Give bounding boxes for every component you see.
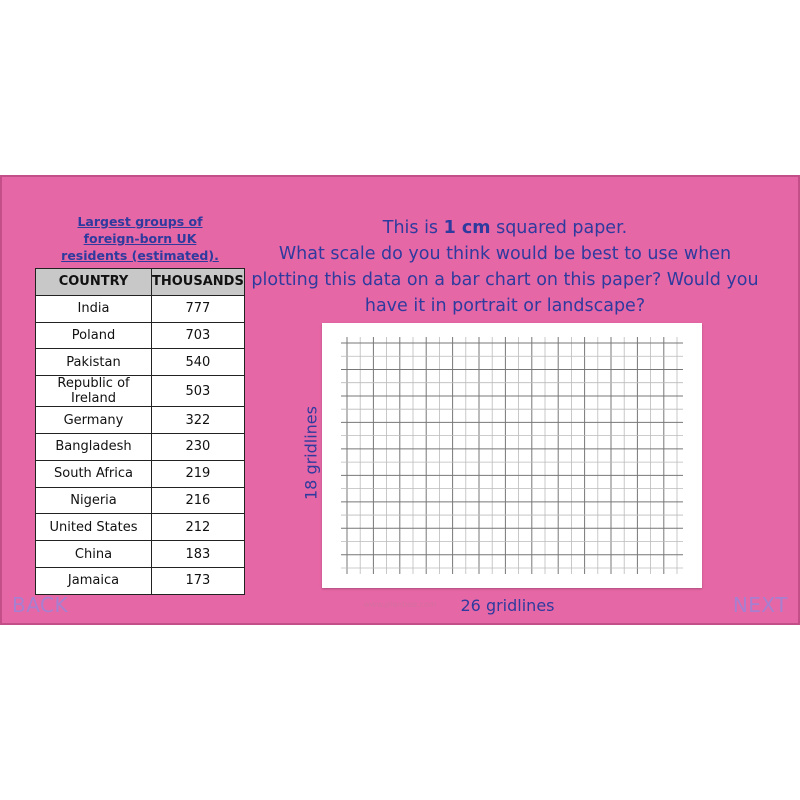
data-table	[35, 268, 245, 595]
thousands-cell: 230	[152, 433, 245, 460]
back-button[interactable]: BACK	[12, 593, 69, 617]
table-row	[36, 349, 245, 376]
table-row	[36, 460, 245, 487]
country-cell: India	[36, 295, 152, 322]
grid	[322, 323, 702, 588]
table-row	[36, 295, 245, 322]
vertical-gridlines-text: 18 gridlines	[301, 406, 321, 500]
thousands-cell: 219	[152, 460, 245, 487]
thousands-cell: 212	[152, 514, 245, 541]
horizontal-gridlines-label: 26 gridlines	[460, 596, 555, 615]
question-lead: This is	[382, 218, 444, 238]
country-cell: Poland	[36, 322, 152, 349]
thousands-cell: 173	[152, 567, 245, 594]
table-row	[36, 514, 245, 541]
question-bold: 1 cm	[443, 218, 491, 238]
country-cell: Jamaica	[36, 567, 152, 594]
country-cell: Bangladesh	[36, 433, 152, 460]
table-row	[36, 433, 245, 460]
thousands-cell: 503	[152, 376, 245, 407]
table-title: Largest groups of foreign-born UK residents (estimated).	[61, 214, 219, 263]
country-cell: China	[36, 541, 152, 568]
table-row	[36, 376, 245, 407]
slide	[0, 175, 800, 625]
column-header-thousands: THOUSANDS	[152, 269, 245, 296]
thousands-cell: 703	[152, 322, 245, 349]
table-header-row	[36, 269, 245, 296]
column-header-country: COUNTRY	[36, 269, 152, 296]
table-row	[36, 541, 245, 568]
question-body: What scale do you think would be best to use when plotting this data on a bar chart on this paper? Would you have it in portrait or landscape?	[251, 244, 759, 316]
country-cell: South Africa	[36, 460, 152, 487]
squared-paper	[322, 323, 702, 588]
question-tail: squared paper.	[490, 218, 628, 238]
country-cell: Republic of Ireland	[36, 376, 152, 407]
thousands-cell: 216	[152, 487, 245, 514]
table-row	[36, 322, 245, 349]
vertical-gridlines-label	[296, 403, 326, 503]
next-button[interactable]: NEXT	[732, 593, 788, 617]
question-heading	[250, 215, 760, 241]
table-row	[36, 567, 245, 594]
country-cell: United States	[36, 514, 152, 541]
thousands-cell: 183	[152, 541, 245, 568]
question-text	[250, 215, 760, 319]
thousands-cell: 322	[152, 407, 245, 434]
thousands-cell: 777	[152, 295, 245, 322]
table-row	[36, 487, 245, 514]
country-cell: Germany	[36, 407, 152, 434]
thousands-cell: 540	[152, 349, 245, 376]
country-cell: Pakistan	[36, 349, 152, 376]
watermark: www.planbee.com	[363, 600, 437, 609]
table-row	[36, 407, 245, 434]
country-cell: Nigeria	[36, 487, 152, 514]
